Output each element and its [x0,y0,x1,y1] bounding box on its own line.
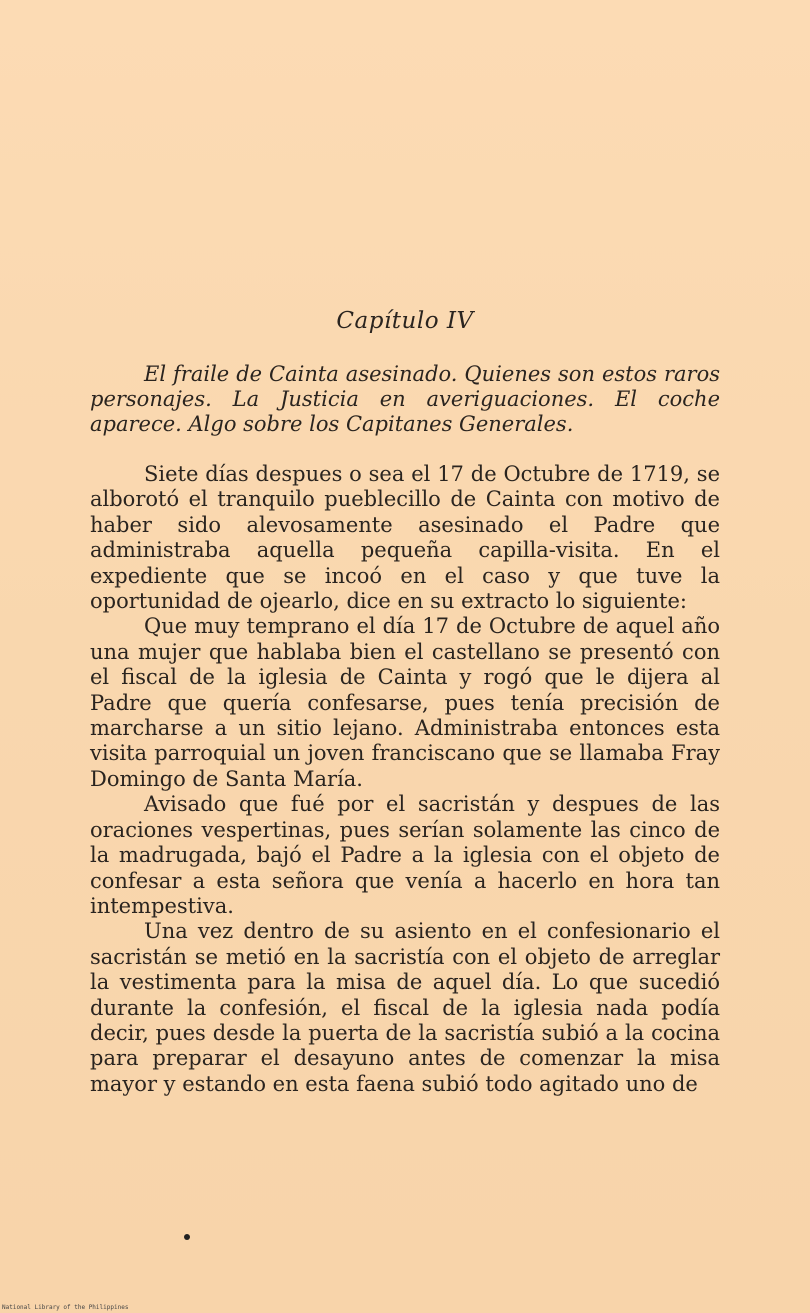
paragraph-3: Avisado que fué por el sacristán y despues de las oraciones vespertinas, pues serían solamente las cinco de la madrugada, bajó el Padre a la iglesia con el objeto de confesar a esta señora que venía a hacerlo en hora tan intempestiva. [90,792,720,918]
ink-dot [184,1234,190,1240]
library-watermark: National Library of the Philippines [2,1304,129,1311]
paragraph-2: Que muy temprano el día 17 de Octubre de aquel año una mujer que hablaba bien el castellano se presentó con el fiscal de la iglesia de Cainta y rogó que le dijera al Padre que quería confesarse, pues tenía precisión de marcharse a un sitio lejano. Administraba entonces esta visita parroquial un joven franciscano que se llamaba Fray Domingo de Santa María. [90,614,720,791]
paragraph-1: Siete días despues o sea el 17 de Octubre de 1719, se alborotó el tranquilo pueblecillo de Cainta con motivo de haber sido alevosamente asesinado el Padre que administraba aquella pequeña capilla-visita. En el expediente que se incoó en el caso y que tuve la oportunidad de ojearlo, dice en su extracto lo siguiente: [90,462,720,614]
body-text [90,462,720,1097]
paragraph-4: Una vez dentro de su asiento en el confesionario el sacristán se metió en la sacristía con el objeto de arreglar la vestimenta para la misa de aquel día. Lo que sucedió durante la confesión, el fiscal de la iglesia nada podía decir, pues desde la puerta de la sacristía subió a la cocina para preparar el desayuno antes de comenzar la misa mayor y estando en esta faena subió todo agitado uno de [90,919,720,1096]
chapter-title: Capítulo IV [336,308,474,334]
chapter-summary: El fraile de Cainta asesinado. Quienes son estos raros personajes. La Justicia en averiguaciones. El coche aparece. Algo sobre los Capitanes Generales. [90,362,720,436]
